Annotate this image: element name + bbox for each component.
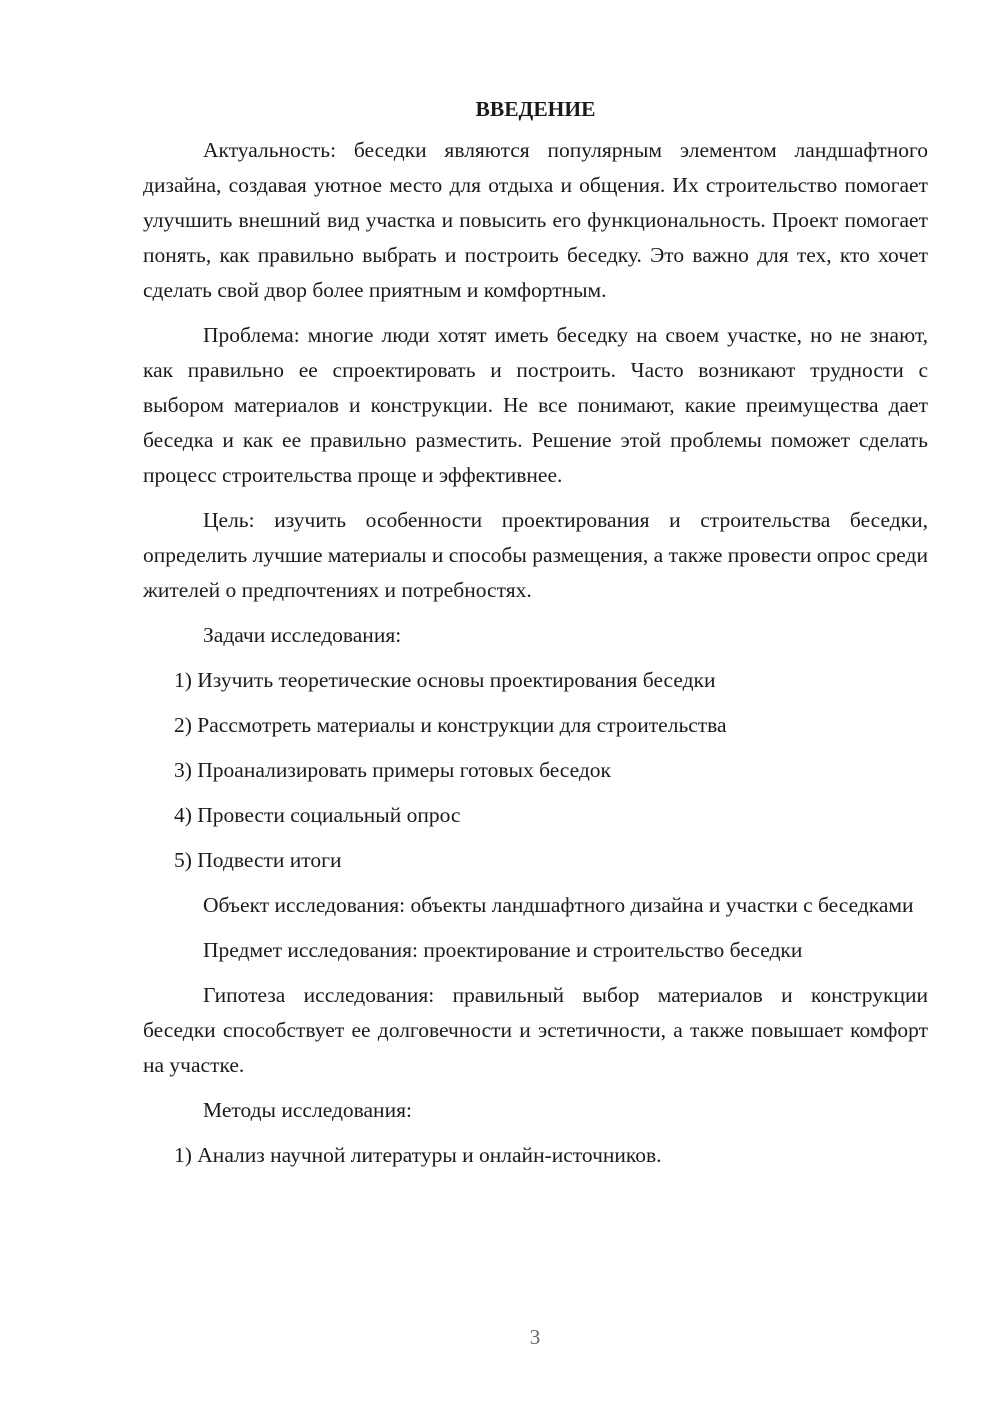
list-item: 1) Анализ научной литературы и онлайн-источников. — [174, 1143, 662, 1167]
page-number: 3 — [529, 1325, 541, 1349]
tasks-heading: Задачи исследования: — [203, 623, 402, 647]
methods-heading: Методы исследования: — [203, 1098, 412, 1122]
paragraph-subject: Предмет исследования: проектирование и строительство беседки — [203, 938, 803, 962]
paragraph-problem: Проблема: многие люди хотят иметь беседку на своем участке, но не знают, как правильно ее спроектировать и построить. Часто возникают трудности с выбором материалов и конструкции. Не все понимают, какие преимущества дает беседка и как ее правильно разместить. Решение этой проблемы поможет сделать процесс строительства проще и эффективнее. — [143, 323, 928, 487]
list-item: 1) Изучить теоретические основы проектирования беседки — [174, 668, 716, 692]
tasks-list — [143, 663, 928, 878]
page-title: ВВЕДЕНИЕ — [475, 97, 596, 121]
list-item: 4) Провести социальный опрос — [174, 803, 461, 827]
document-page — [143, 92, 928, 1183]
paragraph-object: Объект исследования: объекты ландшафтного дизайна и участки с беседками — [203, 893, 914, 917]
list-item: 2) Рассмотреть материалы и конструкции для строительства — [174, 713, 727, 737]
paragraph-relevance: Актуальность: беседки являются популярным элементом ландшафтного дизайна, создавая уютное место для отдыха и общения. Их строительство помогает улучшить внешний вид участка и повысить его функциональность. Проект помогает понять, как правильно выбрать и построить беседку. Это важно для тех, кто хочет сделать свой двор более приятным и комфортным. — [143, 138, 928, 302]
methods-list — [143, 1138, 928, 1173]
paragraph-hypothesis: Гипотеза исследования: правильный выбор материалов и конструкции беседки способствует ее долговечности и эстетичности, а также повышает комфорт на участке. — [143, 983, 928, 1077]
paragraph-goal: Цель: изучить особенности проектирования и строительства беседки, определить лучшие материалы и способы размещения, а также провести опрос среди жителей о предпочтениях и потребностях. — [143, 508, 928, 602]
list-item: 3) Проанализировать примеры готовых беседок — [174, 758, 612, 782]
list-item: 5) Подвести итоги — [174, 848, 342, 872]
